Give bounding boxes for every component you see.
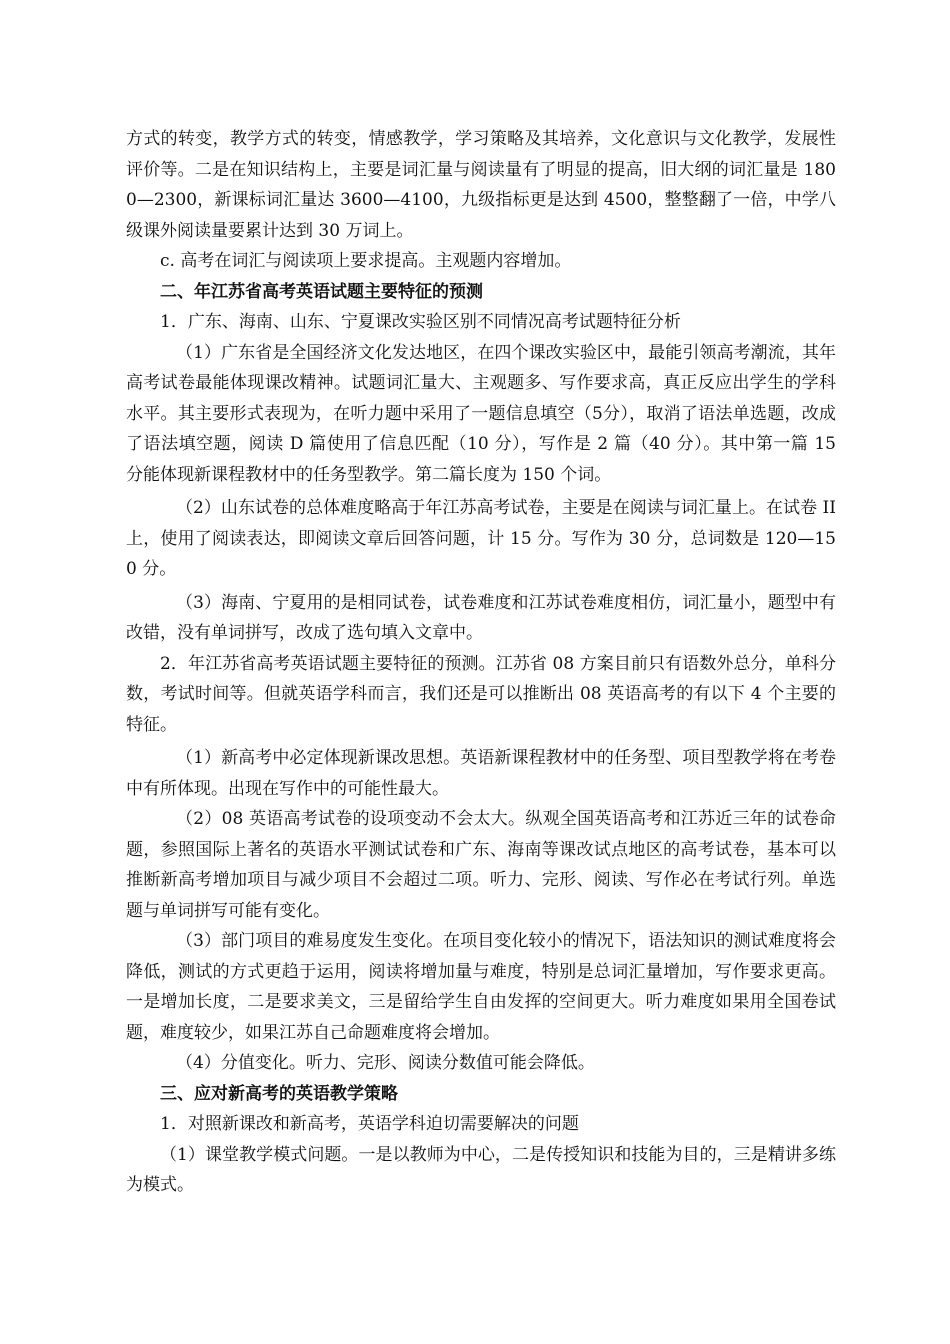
body-paragraph: （1）广东省是全国经济文化发达地区，在四个课改实验区中，最能引领高考潮流，其年高考试卷最能体现课改精神。试题词汇量大、主观题多、写作要求高，真正反应出学生的学科水平。其主要形式表现为，在听力题中采用了一题信息填空（5分），取消了语法单选题，改成了语法填空题，阅读 D 篇使用了信息匹配（10 分），写作是 2 篇（40 分）。其中第一篇 15 分能体现新课程教材中的任务型教学。第二篇长度为 150 个词。 [126,342,836,485]
body-paragraph: c. 高考在词汇与阅读项上要求提高。主观题内容增加。 [160,251,572,271]
body-paragraph: （2）山东试卷的总体难度略高于年江苏高考试卷，主要是在阅读与词汇量上。在试卷 II 上，使用了阅读表达，即阅读文章后回答问题，计 15 分。写作为 30 分，总词数是 120—150 分。 [126,498,836,579]
section-heading: 三、应对新高考的英语教学策略 [160,1083,398,1104]
subsection-heading: 2．年江苏省高考英语试题主要特征的预测。江苏省 08 方案目前只有语数外总分，单科分数，考试时间等。但就英语学科而言，我们还是可以推断出 08 英语高考的有以下 4 个主要的特征。 [126,653,836,735]
document-page [126,124,836,1201]
body-paragraph: （2）08 英语高考试卷的设项变动不会太大。纵观全国英语高考和江苏近三年的试卷命题，参照国际上著名的英语水平测试试卷和广东、海南等课改试点地区的高考试卷，基本可以推断新高考增加项目与减少项目不会超过二项。听力、完形、阅读、写作必在考试行列。单选题与单词拼写可能有变化。 [126,809,836,921]
body-paragraph: （1）课堂教学模式问题。一是以教师为中心，二是传授知识和技能为目的，三是精讲多练为模式。 [126,1144,836,1195]
subsection-heading: 1．对照新课改和新高考，英语学科迫切需要解决的问题 [160,1114,579,1134]
section-heading: 二、年江苏省高考英语试题主要特征的预测 [160,281,483,302]
subsection-heading: 1．广东、海南、山东、宁夏课改实验区别不同情况高考试题特征分析 [160,312,681,332]
body-paragraph: （3）海南、宁夏用的是相同试卷，试卷难度和江苏试卷难度相仿，词汇量小，题型中有改错，没有单词拼写，改成了选句填入文章中。 [126,592,836,643]
body-paragraph: （4）分值变化。听力、完形、阅读分数值可能会降低。 [176,1053,595,1073]
body-paragraph: （3）部门项目的难易度发生变化。在项目变化较小的情况下，语法知识的测试难度将会降低，测试的方式更趋于运用，阅读将增加量与难度，特别是总词汇量增加，写作要求更高。一是增加长度，二是要求美文，三是留给学生自由发挥的空间更大。听力难度如果用全国卷试题，难度较少，如果江苏自己命题难度将会增加。 [126,931,836,1043]
body-paragraph: （1）新高考中必定体现新课改思想。英语新课程教材中的任务型、项目型教学将在考卷中有所体现。出现在写作中的可能性最大。 [126,748,836,799]
body-paragraph: 方式的转变，教学方式的转变，情感教学，学习策略及其培养，文化意识与文化教学，发展性评价等。二是在知识结构上，主要是词汇量与阅读量有了明显的提高，旧大纲的词汇量是 1800—2300，新课标词汇量达 3600—4100，九级指标更是达到 4500，整整翻了一倍，中学八级课外阅读量要累计达到 30 万词上。 [126,129,836,241]
